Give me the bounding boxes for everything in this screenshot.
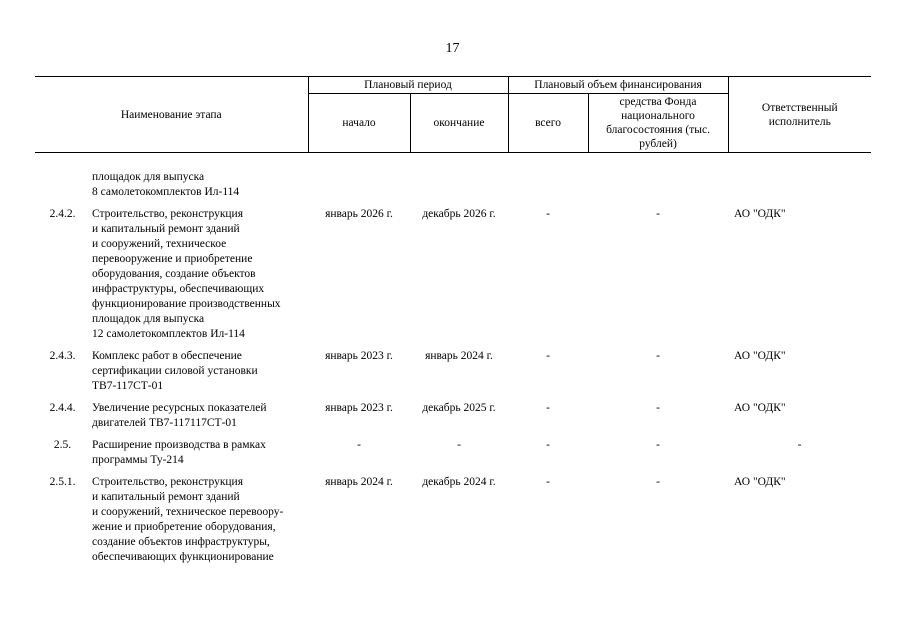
row-total: - xyxy=(546,350,550,362)
table-row xyxy=(35,207,871,349)
row-end xyxy=(410,153,508,208)
row-responsible: - xyxy=(797,439,802,451)
row-fund: - xyxy=(656,350,660,362)
row-start: январь 2026 г. xyxy=(325,208,393,220)
row-end: январь 2024 г. xyxy=(425,350,493,362)
row-fund: - xyxy=(656,402,660,414)
row-start xyxy=(308,153,410,208)
row-start: январь 2024 г. xyxy=(325,476,393,488)
table-header xyxy=(35,77,871,153)
row-end: декабрь 2025 г. xyxy=(422,402,496,414)
header-end: окончание xyxy=(410,94,508,153)
table-body xyxy=(35,153,871,573)
row-start: январь 2023 г. xyxy=(325,402,393,414)
table-row xyxy=(35,349,871,401)
row-responsible: АО "ОДК" xyxy=(734,402,786,414)
row-responsible xyxy=(728,153,871,208)
row-name: Расширение производства в рамках программы Ту-214 xyxy=(92,439,266,466)
row-total: - xyxy=(546,439,550,451)
table-row xyxy=(35,401,871,438)
row-fund: - xyxy=(656,476,660,488)
row-number: 2.5.1. xyxy=(49,476,76,488)
header-period: Плановый период xyxy=(308,77,508,94)
row-number: 2.5. xyxy=(53,439,72,451)
table-row xyxy=(35,438,871,475)
row-total: - xyxy=(546,476,550,488)
row-total xyxy=(508,153,588,208)
header-funding: Плановый объем финансирования xyxy=(508,77,728,94)
row-end: декабрь 2024 г. xyxy=(422,476,496,488)
page-number: 17 xyxy=(445,41,460,56)
row-responsible: АО "ОДК" xyxy=(734,476,786,488)
row-fund xyxy=(588,153,728,208)
row-fund: - xyxy=(656,439,660,451)
row-responsible: АО "ОДК" xyxy=(734,350,786,362)
row-number xyxy=(35,153,90,208)
table-row xyxy=(35,153,871,208)
stages-table xyxy=(35,76,871,572)
header-start: начало xyxy=(308,94,410,153)
header-total: всего xyxy=(508,94,588,153)
row-name: Строительство, реконструкция и капитальный ремонт зданий и сооружений, техническое перевоору- жение и приобретение оборудования, создание объектов инфраструктуры, обеспечивающих функционирование xyxy=(92,476,284,563)
row-total: - xyxy=(546,208,550,220)
row-total: - xyxy=(546,402,550,414)
row-responsible: АО "ОДК" xyxy=(734,208,786,220)
row-number: 2.4.3. xyxy=(49,350,76,362)
row-name: Комплекс работ в обеспечение сертификации силовой установки ТВ7-117СТ-01 xyxy=(92,350,258,392)
row-name: Строительство, реконструкция и капитальный ремонт зданий и сооружений, техническое перевооружение и приобретение оборудования, создание объектов инфраструктуры, обеспечивающих функционирование производственных площадок для выпуска 12 самолетокомплектов Ил-114 xyxy=(92,208,281,340)
row-start: январь 2023 г. xyxy=(325,350,393,362)
table-row xyxy=(35,475,871,572)
row-number: 2.4.4. xyxy=(49,402,76,414)
header-responsible: Ответственный исполнитель xyxy=(728,77,871,153)
row-fund: - xyxy=(656,208,660,220)
row-name: площадок для выпуска 8 самолетокомплектов Ил-114 xyxy=(92,171,240,198)
header-name: Наименование этапа xyxy=(35,77,308,153)
row-end: декабрь 2026 г. xyxy=(422,208,496,220)
row-number: 2.4.2. xyxy=(49,208,76,220)
row-start: - xyxy=(357,439,361,451)
header-fund: средства Фонда национального благосостояния (тыс. рублей) xyxy=(588,94,728,153)
row-name: Увеличение ресурсных показателей двигателей ТВ7-117117СТ-01 xyxy=(92,402,267,429)
row-end: - xyxy=(457,439,461,451)
